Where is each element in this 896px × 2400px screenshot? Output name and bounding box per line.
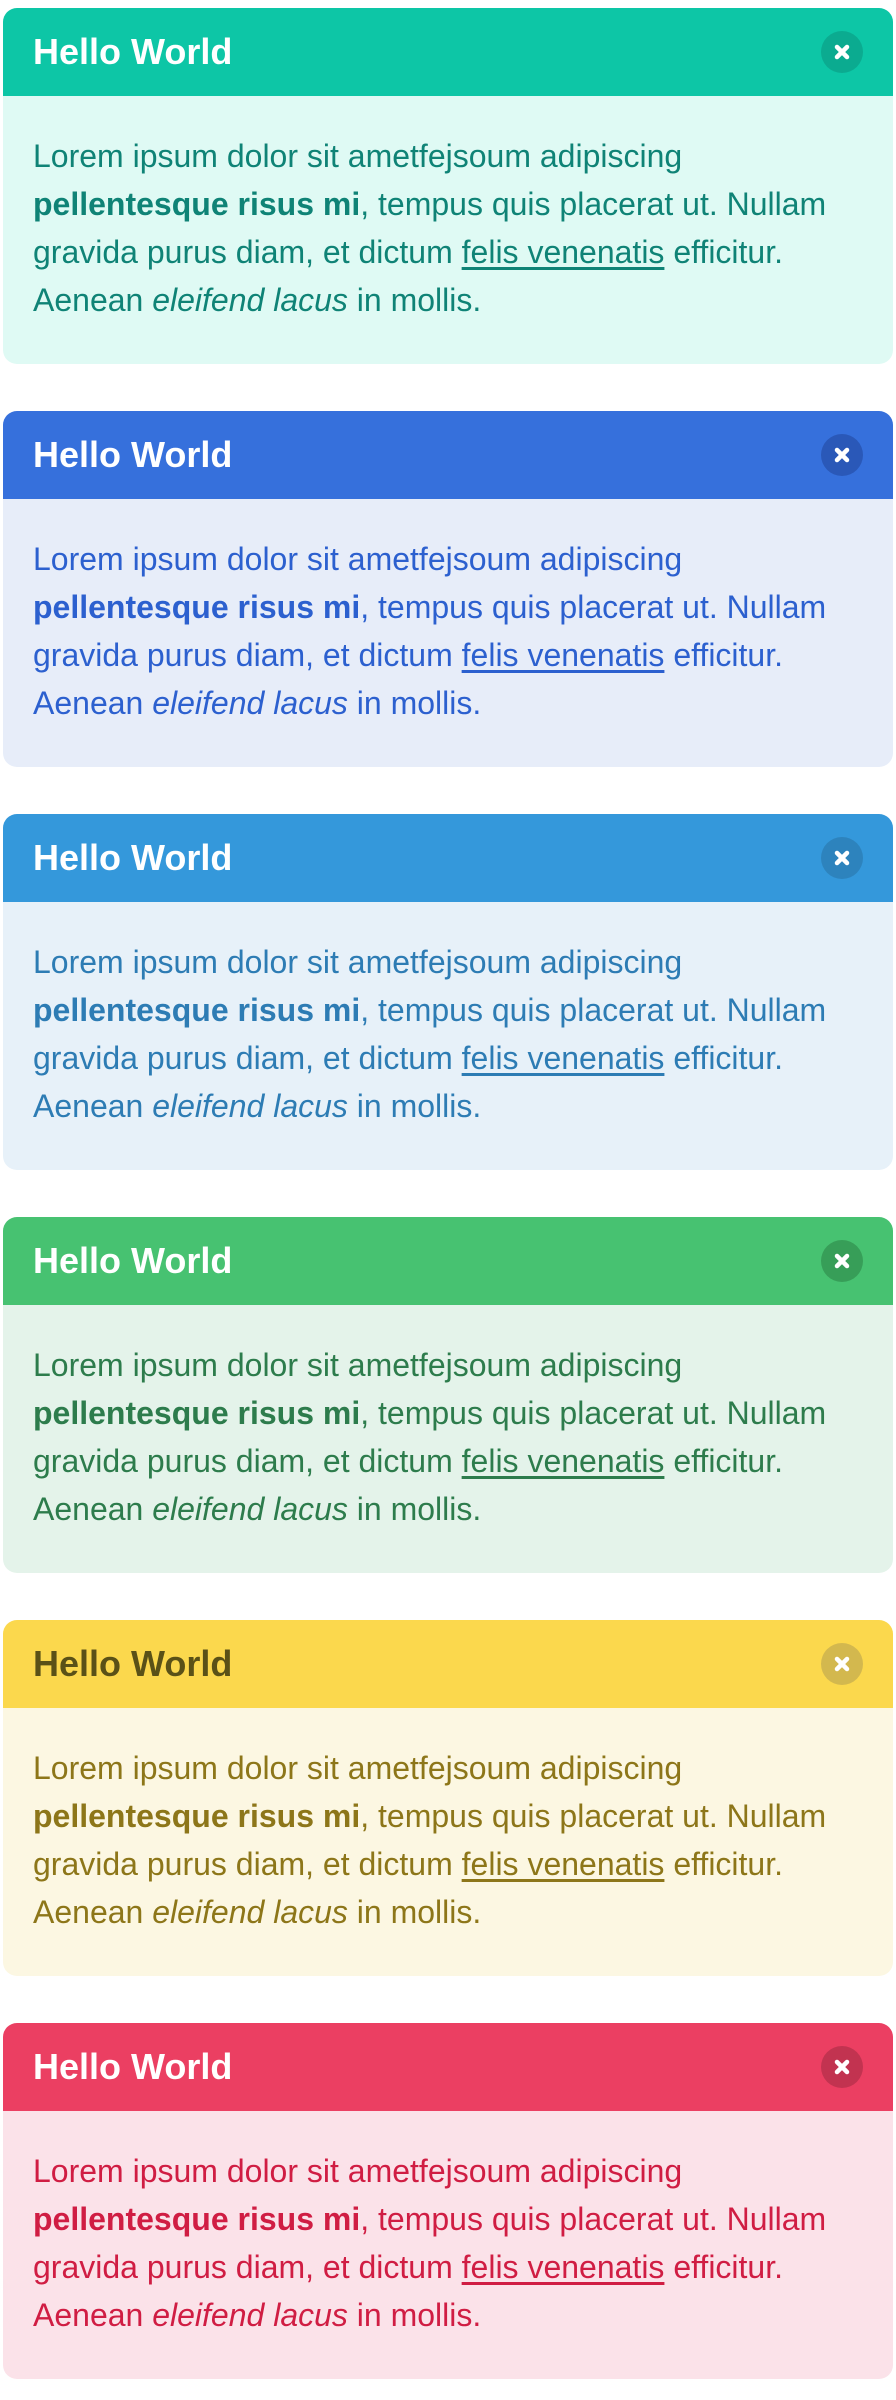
card-header: [3, 8, 893, 96]
paragraph-bold-text: pellentesque risus mi: [33, 1798, 361, 1834]
close-button[interactable]: [821, 2046, 863, 2088]
paragraph-italic-text: eleifend lacus: [152, 2297, 348, 2333]
card-header: [3, 814, 893, 902]
card-body: [3, 1708, 893, 1976]
card-title: Hello World: [33, 837, 233, 878]
paragraph-text: in mollis.: [347, 282, 482, 318]
paragraph-italic-text: eleifend lacus: [152, 1491, 348, 1527]
card-header: [3, 1620, 893, 1708]
close-button[interactable]: [821, 31, 863, 73]
paragraph-text: in mollis.: [347, 1088, 482, 1124]
card-body: [3, 1305, 893, 1573]
alert-card-sky: [3, 814, 893, 1170]
card-body: [3, 499, 893, 767]
card-paragraph: [33, 132, 863, 324]
paragraph-text: in mollis.: [347, 1894, 482, 1930]
felis-venenatis-link[interactable]: felis venenatis: [461, 1040, 665, 1076]
paragraph-bold-text: pellentesque risus mi: [33, 992, 361, 1028]
paragraph-text: in mollis.: [347, 685, 482, 721]
close-button[interactable]: [821, 1643, 863, 1685]
paragraph-bold-text: pellentesque risus mi: [33, 1395, 361, 1431]
paragraph-text: , tempus quis placerat ut. Nullam gravida purus diam, et dictum: [33, 186, 827, 270]
card-title: Hello World: [33, 2046, 233, 2087]
paragraph-italic-text: eleifend lacus: [152, 282, 348, 318]
close-icon: [832, 445, 852, 465]
paragraph-text: , tempus quis placerat ut. Nullam gravida purus diam, et dictum: [33, 589, 827, 673]
close-icon: [832, 2057, 852, 2077]
paragraph-text: Lorem ipsum dolor sit ametfejsoum adipiscing: [33, 944, 683, 980]
paragraph-text: efficitur. Aenean: [33, 1846, 783, 1930]
close-button[interactable]: [821, 1240, 863, 1282]
card-header: [3, 411, 893, 499]
close-button[interactable]: [821, 434, 863, 476]
card-title: Hello World: [33, 434, 233, 475]
card-body: [3, 902, 893, 1170]
card-body: [3, 96, 893, 364]
close-icon: [832, 1251, 852, 1271]
card-paragraph: [33, 1341, 863, 1533]
card-paragraph: [33, 938, 863, 1130]
alert-card-teal: [3, 8, 893, 364]
card-title: Hello World: [33, 1240, 233, 1281]
paragraph-text: Lorem ipsum dolor sit ametfejsoum adipiscing: [33, 2153, 683, 2189]
card-title: Hello World: [33, 31, 233, 72]
paragraph-text: , tempus quis placerat ut. Nullam gravida purus diam, et dictum: [33, 1798, 827, 1882]
paragraph-italic-text: eleifend lacus: [152, 1894, 348, 1930]
card-paragraph: [33, 1744, 863, 1936]
card-paragraph: [33, 2147, 863, 2339]
paragraph-text: Lorem ipsum dolor sit ametfejsoum adipiscing: [33, 1750, 683, 1786]
felis-venenatis-link[interactable]: felis venenatis: [461, 1443, 665, 1479]
paragraph-text: in mollis.: [347, 2297, 482, 2333]
paragraph-bold-text: pellentesque risus mi: [33, 2201, 361, 2237]
close-icon: [832, 42, 852, 62]
alert-card-red: [3, 2023, 893, 2379]
felis-venenatis-link[interactable]: felis venenatis: [461, 1846, 665, 1882]
paragraph-italic-text: eleifend lacus: [152, 1088, 348, 1124]
paragraph-text: efficitur. Aenean: [33, 637, 783, 721]
paragraph-text: Lorem ipsum dolor sit ametfejsoum adipiscing: [33, 138, 683, 174]
paragraph-bold-text: pellentesque risus mi: [33, 186, 361, 222]
close-button[interactable]: [821, 837, 863, 879]
close-icon: [832, 1654, 852, 1674]
paragraph-text: efficitur. Aenean: [33, 2249, 783, 2333]
close-icon: [832, 848, 852, 868]
felis-venenatis-link[interactable]: felis venenatis: [461, 637, 665, 673]
card-header: [3, 2023, 893, 2111]
paragraph-text: efficitur. Aenean: [33, 1040, 783, 1124]
felis-venenatis-link[interactable]: felis venenatis: [461, 2249, 665, 2285]
paragraph-bold-text: pellentesque risus mi: [33, 589, 361, 625]
alert-card-green: [3, 1217, 893, 1573]
card-title: Hello World: [33, 1643, 233, 1684]
paragraph-text: Lorem ipsum dolor sit ametfejsoum adipiscing: [33, 1347, 683, 1383]
paragraph-text: efficitur. Aenean: [33, 234, 783, 318]
paragraph-text: Lorem ipsum dolor sit ametfejsoum adipiscing: [33, 541, 683, 577]
paragraph-text: in mollis.: [347, 1491, 482, 1527]
paragraph-text: efficitur. Aenean: [33, 1443, 783, 1527]
card-paragraph: [33, 535, 863, 727]
alert-card-blue: [3, 411, 893, 767]
card-body: [3, 2111, 893, 2379]
felis-venenatis-link[interactable]: felis venenatis: [461, 234, 665, 270]
card-header: [3, 1217, 893, 1305]
paragraph-text: , tempus quis placerat ut. Nullam gravida purus diam, et dictum: [33, 2201, 827, 2285]
paragraph-italic-text: eleifend lacus: [152, 685, 348, 721]
paragraph-text: , tempus quis placerat ut. Nullam gravida purus diam, et dictum: [33, 992, 827, 1076]
paragraph-text: , tempus quis placerat ut. Nullam gravida purus diam, et dictum: [33, 1395, 827, 1479]
alert-card-yellow: [3, 1620, 893, 1976]
